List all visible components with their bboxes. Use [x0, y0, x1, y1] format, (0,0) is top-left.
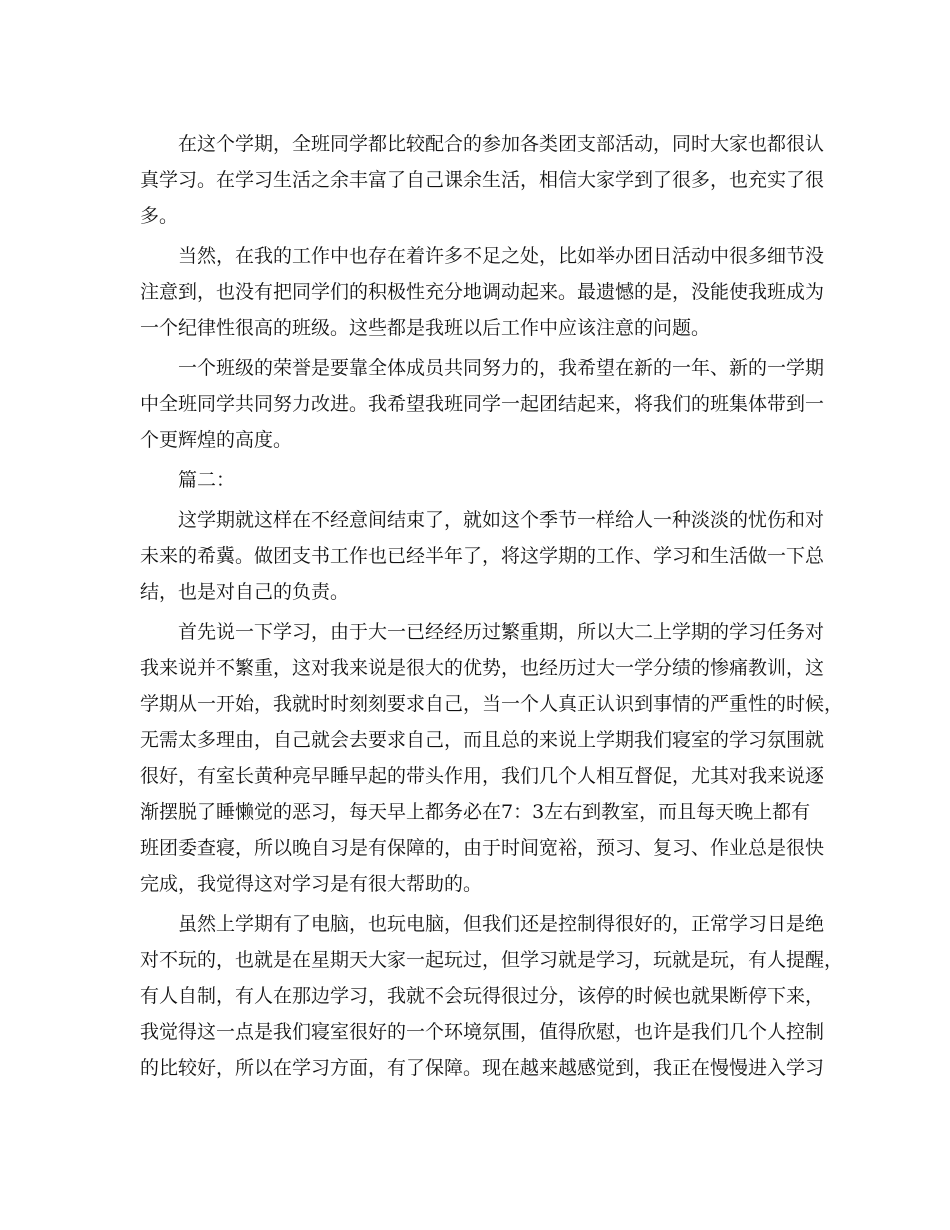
paragraph-5-line-2: 未来的希冀。做团支书工作也已经半年了，将这学期的工作、学习和生活做一下总: [140, 545, 825, 567]
paragraph-6-line-1: 首先说一下学习，由于大一已经经历过繁重期，所以大二上学期的学习任务对: [178, 621, 825, 643]
paragraph-1-line-1: 在这个学期，全班同学都比较配合的参加各类团支部活动，同时大家也都很认: [178, 133, 825, 155]
paragraph-6-line-6: 渐摆脱了睡懒觉的恶习，每天早上都务必在7：3左右到教室，而且每天晚上都有: [140, 801, 811, 823]
paragraph-2-line-3: 一个纪律性很高的班级。这些都是我班以后工作中应该注意的问题。: [140, 317, 711, 339]
paragraph-3-line-3: 个更辉煌的高度。: [140, 429, 293, 451]
paragraph-7-line-4: 我觉得这一点是我们寝室很好的一个环境氛围，值得欣慰，也许是我们几个人控制: [140, 1021, 825, 1043]
paragraph-1-line-3: 多。: [140, 205, 179, 227]
paragraph-5-line-3: 结，也是对自己的负责。: [140, 581, 350, 603]
section-heading: 篇二：: [178, 469, 236, 491]
paragraph-3-line-1: 一个班级的荣誉是要靠全体成员共同努力的，我希望在新的一年、新的一学期: [178, 357, 825, 379]
paragraph-2-line-1: 当然，在我的工作中也存在着许多不足之处，比如举办团日活动中很多细节没: [178, 245, 825, 267]
paragraph-7-line-1: 虽然上学期有了电脑，也玩电脑，但我们还是控制得很好的，正常学习日是绝: [178, 913, 825, 935]
paragraph-7-line-3: 有人自制，有人在那边学习，我就不会玩得很过分，该停的时候也就果断停下来，: [140, 985, 825, 1007]
paragraph-7-line-2: 对不玩的，也就是在星期天大家一起玩过，但学习就是学习，玩就是玩，有人提醒，: [140, 949, 844, 971]
paragraph-6-line-3: 学期从一开始，我就时时刻刻要求自己，当一个人真正认识到事情的严重性的时候，: [140, 693, 844, 715]
paragraph-6-line-2: 我来说并不繁重，这对我来说是很大的优势，也经历过大一学分绩的惨痛教训，这: [140, 657, 825, 679]
paragraph-6-line-8: 完成，我觉得这对学习是有很大帮助的。: [140, 873, 483, 895]
paragraph-6-line-4: 无需太多理由，自己就会去要求自己，而且总的来说上学期我们寝室的学习氛围就: [140, 729, 825, 751]
paragraph-7-line-5: 的比较好，所以在学习方面，有了保障。现在越来越感觉到，我正在慢慢进入学习: [140, 1057, 825, 1079]
paragraph-2-line-2: 注意到，也没有把同学们的积极性充分地调动起来。最遗憾的是，没能使我班成为: [140, 281, 825, 303]
paragraph-5-line-1: 这学期就这样在不经意间结束了，就如这个季节一样给人一种淡淡的忧伤和对: [178, 509, 825, 531]
paragraph-3-line-2: 中全班同学共同努力改进。我希望我班同学一起团结起来，将我们的班集体带到一: [140, 393, 825, 415]
paragraph-6-line-7: 班团委查寝，所以晚自习是有保障的，由于时间宽裕，预习、复习、作业总是很快: [140, 837, 825, 859]
paragraph-1-line-2: 真学习。在学习生活之余丰富了自己课余生活，相信大家学到了很多，也充实了很: [140, 169, 825, 191]
paragraph-6-line-5: 很好，有室长黄种亮早睡早起的带头作用，我们几个人相互督促，尤其对我来说逐: [140, 765, 825, 787]
